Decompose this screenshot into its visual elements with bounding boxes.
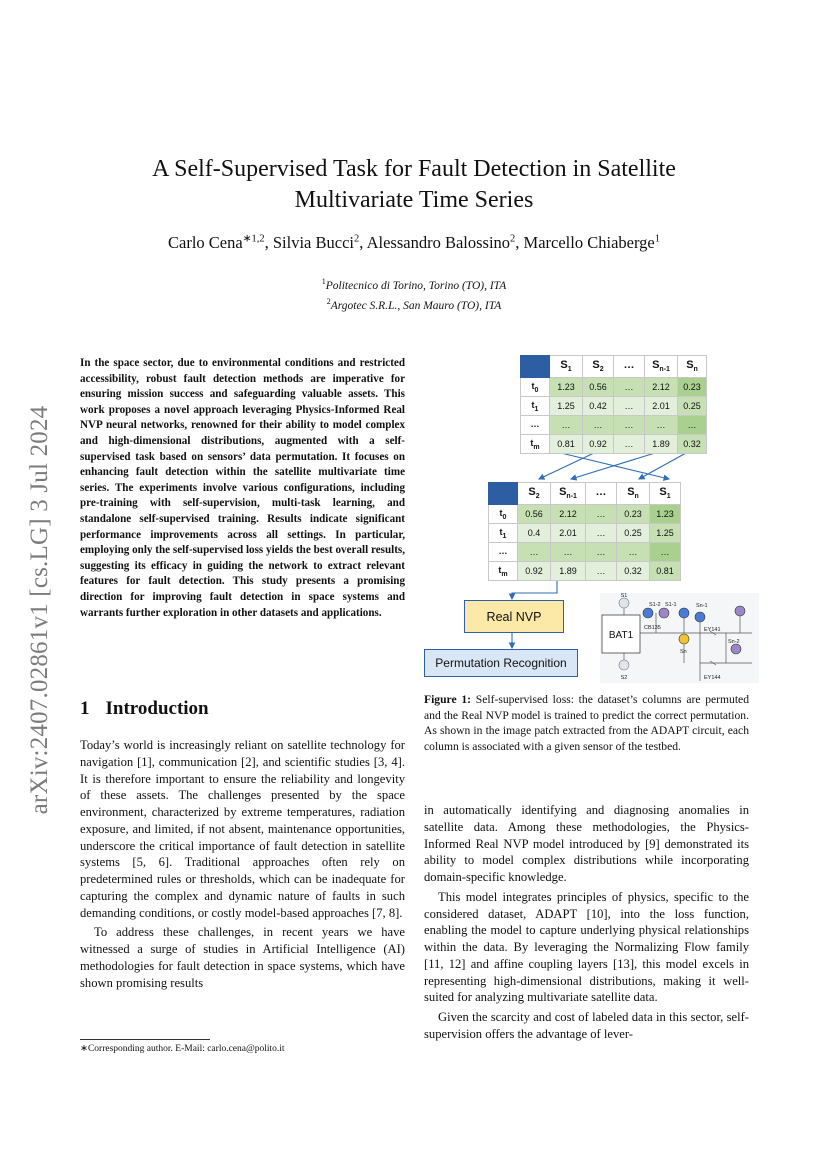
- section-heading: [80, 698, 209, 720]
- column-header: $S_{n-1}$: [551, 483, 586, 505]
- arrow-s1: [561, 453, 669, 479]
- column-header: $S_n$: [678, 356, 707, 378]
- author-list: [100, 232, 728, 253]
- sensor-node: [659, 608, 669, 618]
- column-header: $S_{n-1}$: [645, 356, 678, 378]
- circuit-label: EY141: [704, 627, 721, 633]
- intro-left-column: [80, 737, 405, 991]
- sensor-node: [679, 608, 689, 618]
- circuit-label: S1: [620, 593, 628, 599]
- paragraph: Given the scarcity and cost of labeled data in this sector, self-supervision offers the advantage of lever-: [424, 1010, 749, 1041]
- battery-label: BAT1: [608, 630, 634, 641]
- arrow-s2: [539, 453, 594, 479]
- table-row: $t_1$ 0.4 2.01 … 0.25 1.25: [489, 524, 681, 543]
- table-corner: [489, 483, 518, 505]
- author: Alessandro Balossino$^2$,: [366, 232, 524, 252]
- table-row: $t_0$ 0.56 2.12 … 0.23 1.23: [489, 505, 681, 524]
- abstract: In the space sector, due to environmental conditions and restricted accessibility, robust fault detection methods are imperative for ensuring mission success and safeguarding valuable assets. This work proposes a novel approach leveraging Physics-Informed Real NVP neural networks, renowned for their ability to model complex and high-dimensional distributions, augmented with a self-supervised task based on sensors’ data permutation. It focuses on enhancing fault detection within the satellite multivariate time series. The experiments involve various configurations, including pre-training with self-supervision, multi-task learning, and standalone self-supervised training. Results indicate significant performance improvements across all settings. In particular, employing only the self-supervised loss yields the best overall results, suggesting its efficacy in guiding the network to extract relevant features for fault detection. This study presents a promising direction for improving fault detection in space systems and warrants further exploration in other datasets and applications.: [80, 357, 405, 619]
- paragraph: This model integrates principles of physics, specific to the considered dataset, ADAPT [10], into the loss function, enabling the model to capture underlying physical relationships within the data. By leveraging the Normalizing Flow family [11, 12] and affine coupling layers [13], this model excels in representing high-dimensional distributions, making it well-suited for analyzing multivariate satellite data.: [424, 889, 749, 1005]
- column-header: $S_n$: [617, 483, 650, 505]
- table-header-row: [521, 356, 707, 378]
- affiliation: $^2$Argotec S.R.L., San Mauro (TO), ITA: [326, 296, 502, 312]
- circuit-label: EY144: [704, 675, 721, 681]
- table-row: $t_0$ 1.23 0.56 … 2.12 0.23: [521, 378, 707, 397]
- paragraph: To address these challenges, in recent years we have witnessed a surge of studies in Artificial Intelligence (AI) methodologies for fault detection in space systems, which have shown promising results: [80, 925, 405, 990]
- column-header: $S_1$: [650, 483, 681, 505]
- sensor-node: [695, 612, 705, 622]
- table-row: … … … … … …: [521, 416, 707, 435]
- sensor-node: [679, 634, 689, 644]
- arrow-sn1: [571, 453, 655, 479]
- figure-1: [424, 355, 759, 685]
- table-corner: [521, 356, 550, 378]
- circuit-label: S1-1: [665, 602, 677, 608]
- circuit-label: CB135: [644, 625, 661, 631]
- footnote-rule: [80, 1039, 210, 1040]
- table-row: … … … … … …: [489, 543, 681, 562]
- author: Carlo Cena$^{∗1,2}$,: [168, 232, 273, 252]
- original-data-table: [520, 355, 707, 454]
- column-header: …: [586, 483, 617, 505]
- column-header: $S_1$: [550, 356, 583, 378]
- footnote: ∗Corresponding author. E-Mail: carlo.cena@polito.it: [80, 1044, 285, 1054]
- section-number: 1: [80, 698, 90, 719]
- arxiv-stamp: [20, 380, 60, 840]
- affiliation: $^1$Politecnico di Torino, Torino (TO), ITA: [321, 277, 507, 292]
- permuted-data-table: [488, 482, 681, 581]
- arrow-to-model: [512, 581, 557, 599]
- paragraph: in automatically identifying and diagnosing anomalies in satellite data. Among these methodologies, the Physics-Informed Real NVP model introduced by [9] demonstrated its ability to model complex distributions while incorporating domain-specific knowledge.: [424, 803, 749, 884]
- circuit-label: Sn-2: [728, 639, 740, 645]
- sensor-node: [619, 660, 629, 670]
- circuit-label: Sn-1: [696, 603, 708, 609]
- section-title: Introduction: [105, 698, 209, 719]
- column-header: $S_2$: [583, 356, 614, 378]
- affiliations: [100, 274, 728, 314]
- arrow-sn: [639, 453, 686, 479]
- sensor-node: [619, 598, 629, 608]
- figure-caption: [424, 692, 749, 754]
- author: Silvia Bucci$^2$,: [272, 232, 367, 252]
- author: Marcello Chiaberge$^1$: [523, 232, 660, 252]
- permutation-recognition-box: Permutation Recognition: [424, 649, 578, 677]
- real-nvp-box: Real NVP: [464, 600, 564, 633]
- circuit-label: S1-2: [649, 602, 661, 608]
- table-row: $t_m$ 0.92 1.89 … 0.32 0.81: [489, 562, 681, 581]
- right-column-text: [424, 802, 749, 1043]
- adapt-circuit-patch: [600, 593, 759, 683]
- sensor-node: [735, 606, 745, 616]
- circuit-label: S2: [620, 675, 628, 681]
- table-row: $t_m$ 0.81 0.92 … 1.89 0.32: [521, 435, 707, 454]
- circuit-label: Sn: [680, 649, 687, 655]
- table-row: $t_1$ 1.25 0.42 … 2.01 0.25: [521, 397, 707, 416]
- column-header: $S_2$: [518, 483, 551, 505]
- paper-title: A Self-Supervised Task for Fault Detection in Satellite Multivariate Time Series: [152, 156, 676, 213]
- sensor-node: [643, 608, 653, 618]
- caption-label: Figure 1:: [424, 693, 472, 706]
- table-header-row: [489, 483, 681, 505]
- caption-text: Self-supervised loss: the dataset’s columns are permuted and the Real NVP model is trained to predict the correct permutation. As shown in the image patch extracted from the ADAPT circuit, each column is associated with a given sensor of the testbed.: [424, 693, 750, 753]
- paragraph: Today’s world is increasingly reliant on satellite technology for navigation [1], communication [2], and scientific studies [3, 4]. It is therefore important to ensure the reliability and longevity of these assets. The challenges presented by the space environment, characterized by extreme temperatures, radiation exposure, and limited, if not absent, maintenance opportunities, underscore the critical importance of fault detection in satellite systems [5, 6]. Traditional approaches often rely on predetermined rules or thresholds, which can be inadequate for capturing the complex and dynamic nature of faults in such demanding conditions, or costly model-based approaches [7, 8].: [80, 738, 405, 920]
- column-header: …: [614, 356, 645, 378]
- arxiv-id: arXiv:2407.02861v1 [cs.LG] 3 Jul 2024: [26, 405, 53, 815]
- sensor-node: [731, 644, 741, 654]
